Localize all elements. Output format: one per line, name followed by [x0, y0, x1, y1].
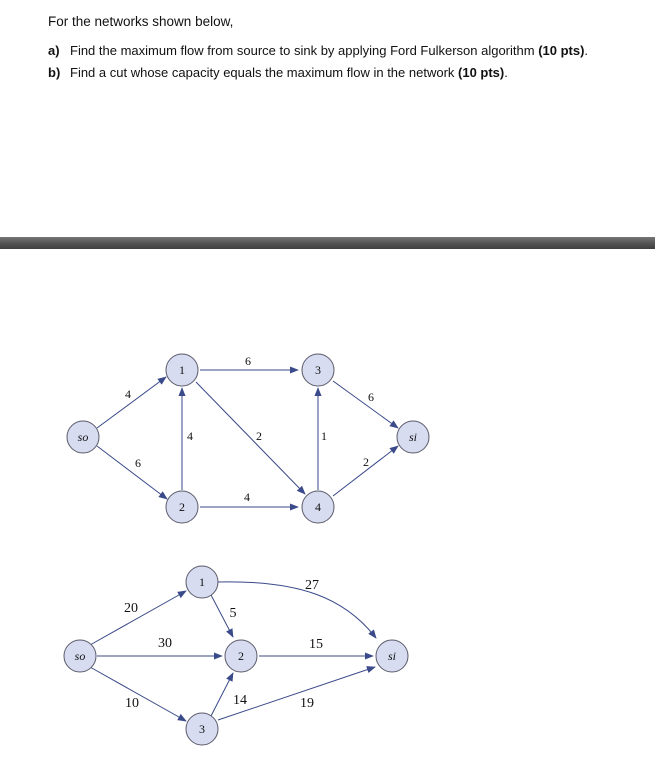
- n1-edge-so-2: [97, 446, 167, 499]
- n1-node-3-label: 3: [315, 363, 321, 377]
- n1-edge-so-1: [97, 377, 166, 428]
- n2-edge-1-si: [218, 582, 376, 638]
- n2-edge-so-3-capacity: 10: [125, 696, 139, 711]
- n1-edge-2-1-capacity: 4: [187, 429, 193, 443]
- part-b-points: (10 pts): [458, 65, 505, 80]
- part-a-end: .: [584, 43, 589, 58]
- part-b-end: .: [504, 65, 508, 80]
- part-b-text: Find a cut whose capacity equals the maximum flow in the network: [70, 65, 459, 80]
- n1-edge-4-si: [333, 446, 398, 496]
- n2-edge-so-1-capacity: 20: [124, 601, 138, 616]
- n2-node-3-label: 3: [199, 722, 205, 736]
- n1-edge-1-4: [196, 382, 305, 494]
- n1-edge-3-si: [333, 381, 398, 428]
- n1-edge-1-3-capacity: 6: [245, 354, 251, 368]
- n1-edge-so-2-capacity: 6: [135, 456, 141, 470]
- n2-node-so-label: so: [74, 649, 86, 663]
- n2-node-si-label: si: [387, 649, 397, 663]
- question-intro: For the networks shown below,: [48, 14, 234, 29]
- n2-node-2-label: 2: [238, 649, 244, 663]
- network-1: [67, 354, 429, 523]
- part-a-text: Find the maximum flow from source to sink by applying Ford Fulkerson algorithm: [70, 43, 539, 58]
- n1-node-2-label: 2: [179, 500, 185, 514]
- n1-node-so-label: so: [77, 430, 89, 444]
- part-a-label: a): [48, 43, 60, 58]
- n2-edge-2-si-capacity: 15: [309, 637, 323, 652]
- n1-edge-4-3-capacity: 1: [321, 429, 327, 443]
- n2-edge-3-2-capacity: 14: [233, 693, 247, 708]
- part-a-points: (10 pts): [538, 43, 585, 58]
- n2-node-1-label: 1: [199, 575, 205, 589]
- n2-edge-3-si-capacity: 19: [300, 696, 314, 711]
- n1-edge-1-4-capacity: 2: [256, 429, 262, 443]
- n2-edge-1-si-capacity: 27: [305, 578, 319, 593]
- n2-edge-1-2-capacity: 5: [229, 606, 237, 621]
- n1-edge-4-si-capacity: 2: [363, 455, 369, 469]
- network-2: [64, 566, 408, 745]
- n1-node-4-label: 4: [315, 500, 321, 514]
- n1-node-1-label: 1: [179, 363, 185, 377]
- n2-edge-so-2-capacity: 30: [158, 636, 172, 651]
- n2-edge-3-2: [211, 673, 233, 716]
- n1-node-si-label: si: [408, 430, 418, 444]
- part-b-label: b): [48, 65, 61, 80]
- n1-edge-3-si-capacity: 6: [368, 390, 374, 404]
- n1-edge-so-1-capacity: 4: [125, 387, 131, 401]
- n1-edge-2-4-capacity: 4: [244, 490, 250, 504]
- n2-edge-so-3: [90, 667, 186, 721]
